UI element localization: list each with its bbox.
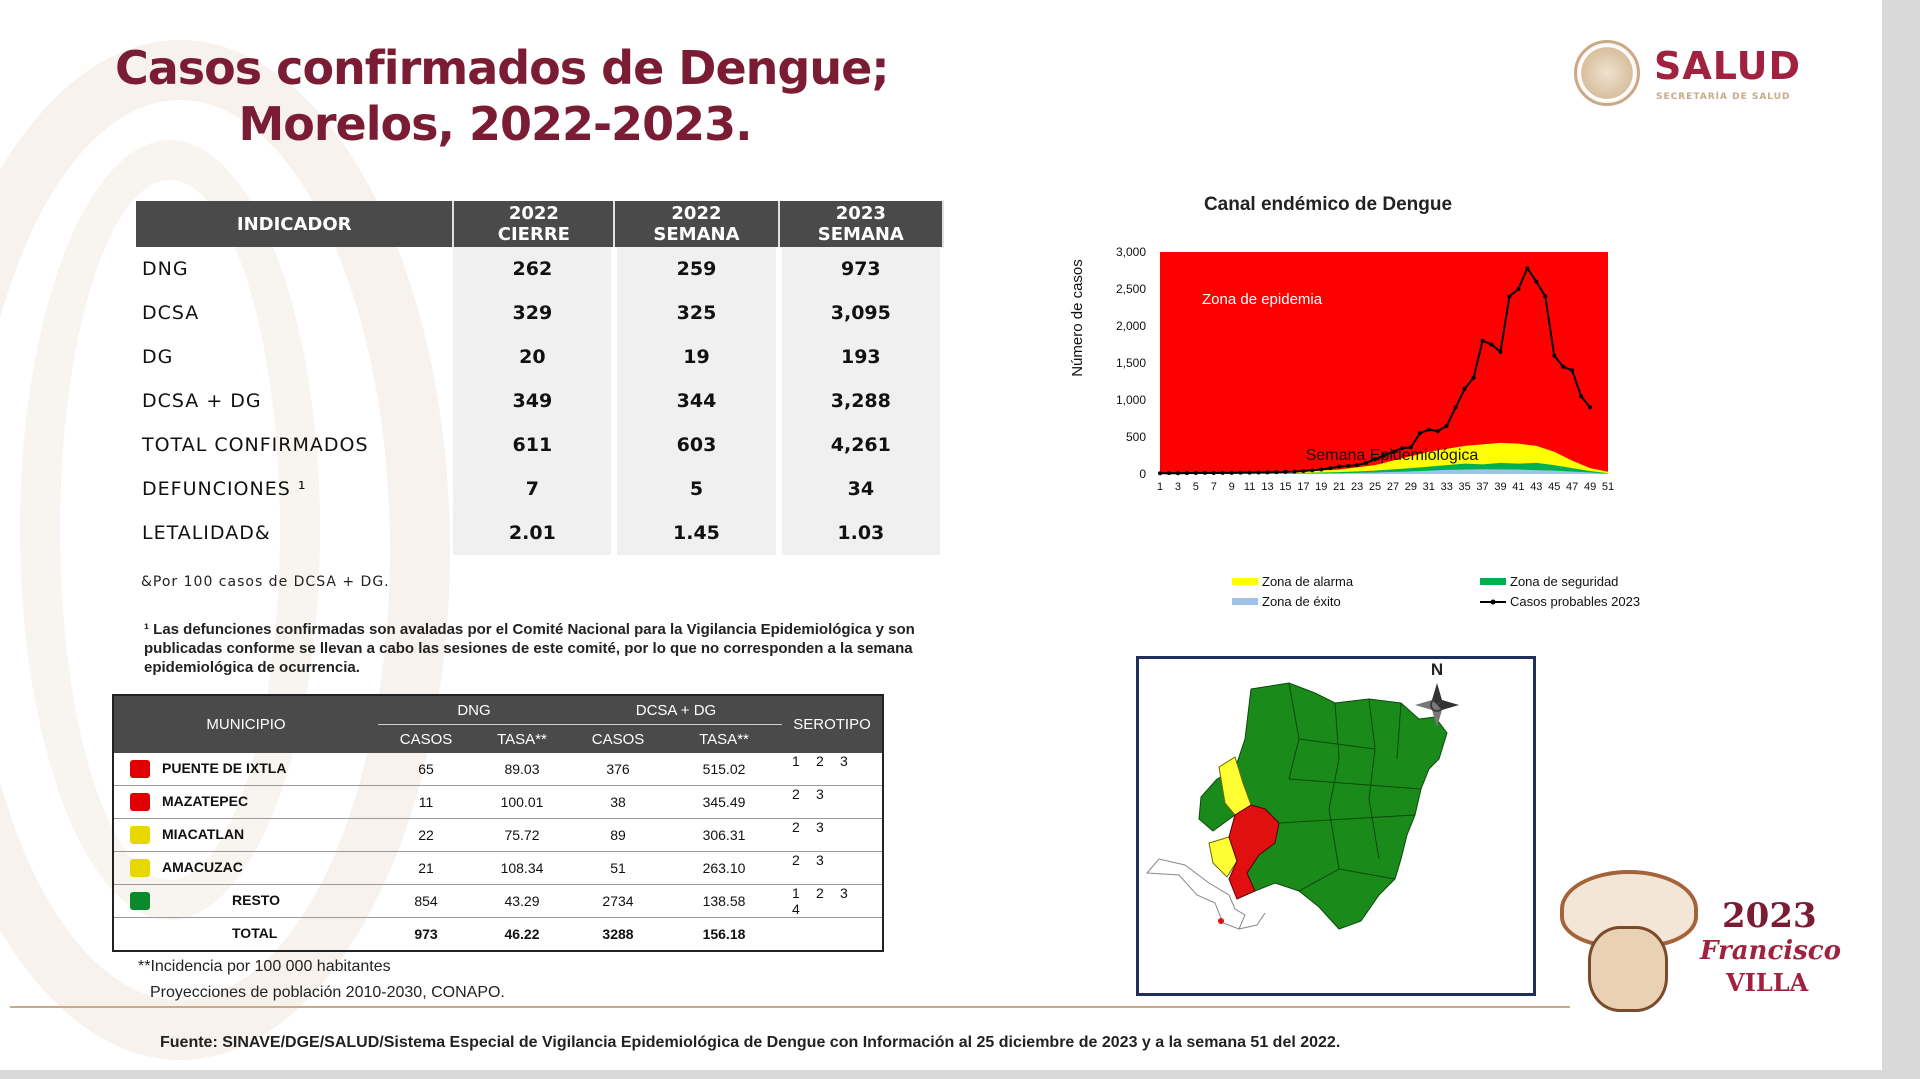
municipio-dng-casos: 11 — [378, 786, 474, 819]
municipio-dng-casos: 21 — [378, 852, 474, 885]
x-tick-label: 41 — [1512, 481, 1525, 493]
x-tick-label: 1 — [1156, 481, 1164, 493]
municipio-dng-casos: 973 — [378, 918, 474, 952]
municipio-table — [112, 694, 884, 952]
header-dng: DNG — [378, 695, 570, 725]
municipio-serotipo — [782, 885, 883, 918]
value-2022-semana: 325 — [614, 291, 778, 335]
serotipo-value: 3 — [840, 753, 848, 769]
municipio-name: MAZATEPEC — [162, 792, 249, 809]
casos-point — [1570, 368, 1574, 372]
casos-point — [1516, 287, 1520, 291]
value-2022-cierre: 262 — [453, 247, 614, 291]
value-2022-semana: 259 — [614, 247, 778, 291]
title-line-1: Casos confirmados de Dengue; — [115, 41, 889, 95]
header-2022-semana: 2022 SEMANA — [614, 201, 778, 247]
logo-name: SALUD — [1654, 44, 1802, 88]
casos-point — [1463, 387, 1467, 391]
value-2023-semana: 193 — [779, 335, 943, 379]
value-2023-semana: 1.03 — [779, 511, 943, 555]
value-2022-cierre: 7 — [453, 467, 614, 511]
indicator-table — [136, 201, 946, 555]
municipio-dcsa-tasa: 156.18 — [666, 918, 782, 952]
chart-xlabel: Semana Epidemiológica — [1305, 447, 1479, 464]
municipio-dcsa-tasa: 345.49 — [666, 786, 782, 819]
endemic-channel-chart — [1060, 190, 1740, 620]
municipio-name: PUENTE DE IXTLA — [162, 759, 287, 776]
casos-point — [1481, 339, 1485, 343]
indicator-label: DEFUNCIONES ¹ — [142, 478, 307, 500]
annotation-zona-epidemia: Zona de epidemia — [1202, 291, 1323, 308]
casos-point — [1328, 466, 1332, 470]
serotipo-value: 2 — [792, 786, 800, 802]
risk-color-swatch — [130, 892, 150, 910]
serotipo-value: 3 — [840, 885, 848, 901]
national-seal-icon — [1574, 40, 1640, 106]
serotipo-value: 2 — [792, 852, 800, 868]
legend-swatch — [1232, 578, 1258, 585]
indicator-label: TOTAL CONFIRMADOS — [142, 434, 369, 456]
municipio-dcsa-casos: 3288 — [570, 918, 666, 952]
chart-ylabel: Número de casos — [1069, 259, 1086, 377]
municipio-name: TOTAL — [232, 924, 278, 941]
y-tick-label: 2,500 — [1115, 282, 1146, 296]
municipio-name: RESTO — [232, 891, 280, 908]
header-2023-semana: 2023 SEMANA — [779, 201, 943, 247]
x-tick-label: 29 — [1404, 481, 1418, 493]
value-2022-semana: 344 — [614, 379, 778, 423]
municipio-row — [113, 819, 883, 852]
x-tick-label: 15 — [1279, 481, 1292, 493]
x-tick-label: 27 — [1386, 481, 1400, 493]
value-2023-semana: 3,288 — [779, 379, 943, 423]
casos-point — [1498, 350, 1502, 354]
header-dcsa-casos: CASOS — [570, 725, 666, 754]
casos-point — [1310, 468, 1314, 472]
map-north-label: N — [1430, 660, 1444, 679]
value-2022-semana: 1.45 — [614, 511, 778, 555]
casos-point — [1543, 294, 1547, 298]
map-region-resto — [1235, 683, 1447, 929]
x-tick-label: 11 — [1243, 481, 1256, 493]
x-tick-label: 47 — [1566, 481, 1579, 493]
municipio-name-cell — [113, 852, 378, 885]
value-2023-semana: 4,261 — [779, 423, 943, 467]
legend-label: Zona de éxito — [1262, 594, 1341, 609]
value-2022-semana: 5 — [614, 467, 778, 511]
x-tick-label: 3 — [1174, 481, 1181, 493]
footnote-proyecciones: Proyecciones de población 2010-2030, CONAPO. — [150, 984, 505, 1001]
casos-point — [1445, 424, 1449, 428]
x-tick-label: 25 — [1368, 481, 1382, 493]
municipio-dng-tasa: 100.01 — [474, 786, 570, 819]
casos-point — [1283, 470, 1287, 474]
x-tick-label: 5 — [1192, 481, 1199, 493]
x-tick-label: 23 — [1350, 481, 1364, 493]
x-tick-label: 51 — [1601, 481, 1615, 493]
casos-point — [1248, 471, 1252, 475]
y-tick-label: 2,000 — [1115, 319, 1146, 333]
footer-divider — [10, 1006, 1570, 1008]
municipio-dng-tasa: 43.29 — [474, 885, 570, 918]
y-tick-label: 1,500 — [1115, 356, 1146, 370]
indicator-header-row — [136, 201, 943, 247]
header-2022-cierre: 2022 CIERRE — [453, 201, 614, 247]
x-tick-label: 7 — [1210, 481, 1217, 493]
y-tick-label: 0 — [1139, 467, 1146, 481]
x-tick-label: 13 — [1261, 481, 1274, 493]
serotipo-value: 2 — [816, 885, 824, 901]
municipio-row — [113, 918, 883, 952]
x-tick-label: 39 — [1494, 481, 1507, 493]
value-2022-semana: 603 — [614, 423, 778, 467]
y-tick-label: 3,000 — [1115, 245, 1146, 259]
casos-point — [1292, 470, 1296, 474]
casos-point — [1561, 365, 1565, 369]
municipio-dcsa-tasa: 263.10 — [666, 852, 782, 885]
header-dcsa-dg: DCSA + DG — [570, 695, 782, 725]
chart-title: Canal endémico de Dengue — [1203, 194, 1453, 215]
municipio-dng-tasa: 108.34 — [474, 852, 570, 885]
casos-point — [1266, 470, 1270, 474]
x-tick-label: 37 — [1476, 481, 1489, 493]
x-tick-label: 35 — [1458, 481, 1471, 493]
casos-point — [1319, 468, 1323, 472]
casos-point — [1239, 471, 1243, 475]
map-svg — [1139, 659, 1533, 993]
municipio-row — [113, 852, 883, 885]
logo-subtitle: SECRETARÍA DE SALUD — [1656, 92, 1791, 102]
casos-point — [1167, 471, 1171, 475]
risk-color-swatch — [130, 760, 150, 778]
casos-point — [1337, 465, 1341, 469]
legend-point-swatch — [1491, 600, 1496, 605]
indicator-label: DCSA — [142, 302, 200, 324]
zone-epidemia — [1160, 252, 1608, 474]
villa-year: 2023 — [1722, 896, 1817, 936]
value-2022-cierre: 20 — [453, 335, 614, 379]
municipio-row — [113, 753, 883, 786]
casos-point — [1158, 471, 1162, 475]
legend-label: Casos probables 2023 — [1510, 594, 1641, 609]
morelos-map — [1136, 656, 1536, 996]
y-tick-label: 1,000 — [1115, 393, 1146, 407]
municipio-serotipo — [782, 786, 883, 819]
municipio-name-cell — [113, 885, 378, 918]
casos-point — [1257, 471, 1261, 475]
title-line-2: Morelos, 2022-2023. — [238, 97, 752, 151]
casos-point — [1194, 471, 1198, 475]
casos-point — [1534, 280, 1538, 284]
casos-point — [1490, 343, 1494, 347]
municipio-name: AMACUZAC — [162, 858, 243, 875]
casos-point — [1454, 405, 1458, 409]
casos-point — [1472, 376, 1476, 380]
municipio-dcsa-casos: 2734 — [570, 885, 666, 918]
indicator-row — [136, 467, 943, 511]
municipio-header-row-1 — [113, 695, 883, 725]
municipio-name-cell — [113, 786, 378, 819]
indicator-label: DCSA + DG — [142, 390, 262, 412]
municipio-name-cell — [113, 918, 378, 952]
indicator-row — [136, 335, 943, 379]
casos-point — [1301, 469, 1305, 473]
legend-label: Zona de alarma — [1262, 574, 1354, 589]
casos-point — [1176, 471, 1180, 475]
value-2022-semana: 19 — [614, 335, 778, 379]
value-2023-semana: 34 — [779, 467, 943, 511]
page-title — [115, 40, 889, 152]
x-tick-label: 21 — [1333, 481, 1346, 493]
footnote-incidencia: **Incidencia por 100 000 habitantes — [138, 958, 391, 975]
x-tick-label: 45 — [1548, 481, 1561, 493]
x-tick-label: 19 — [1315, 481, 1328, 493]
municipio-dcsa-casos: 89 — [570, 819, 666, 852]
casos-point — [1212, 471, 1216, 475]
header-dng-tasa: TASA** — [474, 725, 570, 754]
legend-label: Zona de seguridad — [1510, 574, 1619, 589]
municipio-row — [113, 885, 883, 918]
x-tick-label: 31 — [1422, 481, 1435, 493]
indicator-label: LETALIDAD& — [142, 522, 271, 544]
municipio-dcsa-casos: 38 — [570, 786, 666, 819]
indicator-label: DNG — [142, 258, 189, 280]
casos-point — [1203, 471, 1207, 475]
header-dng-casos: CASOS — [378, 725, 474, 754]
x-tick-label: 17 — [1297, 481, 1310, 493]
serotipo-value: 2 — [816, 753, 824, 769]
municipio-dng-casos: 65 — [378, 753, 474, 786]
casos-point — [1346, 464, 1350, 468]
casos-point — [1525, 266, 1529, 270]
risk-color-swatch — [130, 793, 150, 811]
indicator-row — [136, 379, 943, 423]
municipio-dng-casos: 22 — [378, 819, 474, 852]
casos-point — [1230, 471, 1234, 475]
chart-legend — [1232, 574, 1640, 609]
value-2022-cierre: 329 — [453, 291, 614, 335]
municipio-dcsa-tasa: 515.02 — [666, 753, 782, 786]
salud-logo — [1570, 36, 1830, 126]
header-serotipo: SEROTIPO — [782, 695, 883, 753]
casos-point — [1579, 394, 1583, 398]
value-2022-cierre: 611 — [453, 423, 614, 467]
casos-point — [1436, 429, 1440, 433]
municipio-name: MIACATLAN — [162, 825, 245, 842]
note-defunciones: ¹ Las defunciones confirmadas son avaladas por el Comité Nacional para la Vigilancia Epidemiológica y son publicadas conforme se llevan a cabo las sesiones de este comité, por lo que no corresponden a la semana epidemiológica de ocurrencia. — [144, 621, 915, 676]
indicator-row — [136, 423, 943, 467]
serotipo-value: 1 — [792, 753, 800, 769]
legend-swatch — [1232, 598, 1258, 605]
casos-point — [1507, 294, 1511, 298]
risk-color-swatch — [130, 859, 150, 877]
x-tick-label: 49 — [1583, 481, 1597, 493]
value-2022-cierre: 349 — [453, 379, 614, 423]
value-2023-semana: 973 — [779, 247, 943, 291]
serotipo-value: 2 — [792, 819, 800, 835]
indicator-row — [136, 247, 943, 291]
serotipo-value: 3 — [816, 786, 824, 802]
municipio-serotipo — [782, 918, 883, 952]
municipio-dng-casos: 854 — [378, 885, 474, 918]
source-note: Fuente: SINAVE/DGE/SALUD/Sistema Especial de Vigilancia Epidemiológica de Dengue con Información al 25 diciembre de 2023 y a la semana 51 del 2022. — [160, 1034, 1341, 1051]
municipio-name-cell — [113, 819, 378, 852]
casos-point — [1274, 470, 1278, 474]
francisco-villa-2023-logo — [1550, 870, 1860, 1030]
municipio-dng-tasa: 75.72 — [474, 819, 570, 852]
serotipo-value: 3 — [816, 852, 824, 868]
x-tick-label: 9 — [1228, 481, 1235, 493]
map-inset-morelos-marker — [1218, 918, 1224, 924]
municipio-name-cell — [113, 753, 378, 786]
indicator-row — [136, 511, 943, 555]
header-indicador: INDICADOR — [136, 201, 453, 247]
casos-point — [1418, 431, 1422, 435]
x-tick-label: 33 — [1440, 481, 1453, 493]
casos-point — [1427, 428, 1431, 432]
municipio-dcsa-casos: 376 — [570, 753, 666, 786]
value-2022-cierre: 2.01 — [453, 511, 614, 555]
indicator-row — [136, 291, 943, 335]
header-municipio: MUNICIPIO — [113, 695, 378, 753]
serotipo-value: 4 — [792, 901, 800, 917]
casos-point — [1588, 405, 1592, 409]
municipio-dng-tasa: 46.22 — [474, 918, 570, 952]
municipio-dng-tasa: 89.03 — [474, 753, 570, 786]
municipio-serotipo — [782, 819, 883, 852]
casos-point — [1221, 471, 1225, 475]
y-tick-label: 500 — [1125, 430, 1146, 444]
note-per-100: &Por 100 casos de DCSA + DG. — [141, 574, 390, 590]
municipio-serotipo — [782, 753, 883, 786]
indicator-label: DG — [142, 346, 174, 368]
municipio-serotipo — [782, 852, 883, 885]
municipio-dcsa-casos: 51 — [570, 852, 666, 885]
serotipo-value: 1 — [792, 885, 800, 901]
villa-name-2: VILLA — [1726, 968, 1809, 997]
municipio-dcsa-tasa: 306.31 — [666, 819, 782, 852]
casos-point — [1185, 471, 1189, 475]
header-dcsa-tasa: TASA** — [666, 725, 782, 754]
value-2023-semana: 3,095 — [779, 291, 943, 335]
risk-color-swatch — [130, 826, 150, 844]
municipio-dcsa-tasa: 138.58 — [666, 885, 782, 918]
villa-name-1: Francisco — [1700, 936, 1841, 966]
serotipo-value: 3 — [816, 819, 824, 835]
casos-point — [1552, 354, 1556, 358]
municipio-row — [113, 786, 883, 819]
legend-swatch — [1480, 578, 1506, 585]
x-tick-label: 43 — [1530, 481, 1543, 493]
portrait-icon — [1588, 926, 1668, 1012]
